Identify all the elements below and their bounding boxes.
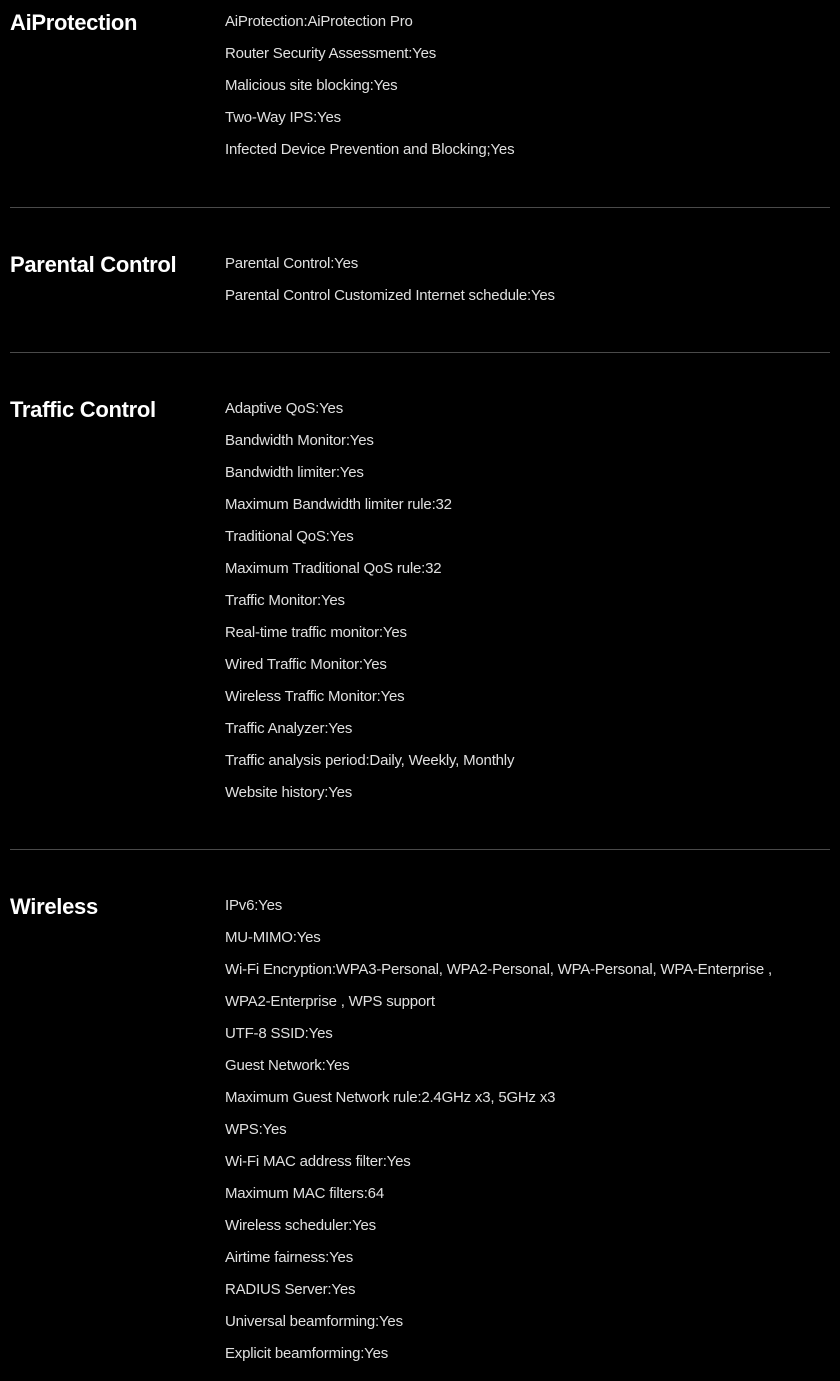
spec-item: UTF-8 SSID:Yes (225, 1025, 333, 1042)
spec-item: Traditional QoS:Yes (225, 528, 354, 545)
section-title: Parental Control (10, 252, 177, 277)
section-title: Traffic Control (10, 397, 156, 422)
spec-item: MU-MIMO:Yes (225, 929, 321, 946)
spec-item: RADIUS Server:Yes (225, 1281, 356, 1298)
section-divider (10, 849, 830, 850)
spec-item: Bandwidth limiter:Yes (225, 464, 364, 481)
spec-item: Airtime fairness:Yes (225, 1249, 353, 1266)
spec-item: Wireless scheduler:Yes (225, 1217, 376, 1234)
spec-item: Wired Traffic Monitor:Yes (225, 656, 387, 673)
spec-item: Wireless Traffic Monitor:Yes (225, 688, 405, 705)
spec-list (225, 254, 555, 318)
spec-item: Website history:Yes (225, 784, 353, 801)
spec-item: Bandwidth Monitor:Yes (225, 432, 374, 449)
spec-item: Wi-Fi MAC address filter:Yes (225, 1153, 411, 1170)
spec-item: Two-Way IPS:Yes (225, 109, 341, 126)
spec-item: Parental Control:Yes (225, 255, 359, 272)
spec-item: Router Security Assessment:Yes (225, 45, 437, 62)
section-title: Wireless (10, 894, 98, 919)
spec-item: Maximum Traditional QoS rule:32 (225, 560, 442, 577)
spec-item: Maximum MAC filters:64 (225, 1185, 384, 1202)
spec-item: Real-time traffic monitor:Yes (225, 624, 407, 641)
spec-item: Adaptive QoS:Yes (225, 400, 343, 417)
spec-item: Explicit beamforming:Yes (225, 1345, 389, 1362)
spec-item: Wi-Fi Encryption:WPA3-Personal, WPA2-Personal, WPA-Personal, WPA-Enterprise , (225, 961, 772, 978)
spec-item: Traffic Monitor:Yes (225, 592, 345, 609)
spec-item: Parental Control Customized Internet schedule:Yes (225, 287, 555, 304)
section-divider (10, 352, 830, 353)
spec-list (225, 399, 514, 815)
section-title: AiProtection (10, 10, 138, 35)
spec-item: Maximum Bandwidth limiter rule:32 (225, 496, 452, 513)
spec-list (225, 896, 772, 1376)
spec-item: WPS:Yes (225, 1121, 287, 1138)
spec-item: AiProtection:AiProtection Pro (225, 13, 413, 30)
spec-item: Guest Network:Yes (225, 1057, 350, 1074)
spec-item: Traffic analysis period:Daily, Weekly, Monthly (225, 752, 515, 769)
spec-item: Infected Device Prevention and Blocking;Yes (225, 141, 515, 158)
section-divider (10, 207, 830, 208)
spec-item: Traffic Analyzer:Yes (225, 720, 353, 737)
spec-list (225, 12, 514, 172)
spec-item: Maximum Guest Network rule:2.4GHz x3, 5GHz x3 (225, 1089, 556, 1106)
spec-item: Universal beamforming:Yes (225, 1313, 403, 1330)
spec-item: Malicious site blocking:Yes (225, 77, 398, 94)
spec-item: IPv6:Yes (225, 897, 283, 914)
spec-item: WPA2-Enterprise , WPS support (225, 993, 435, 1010)
